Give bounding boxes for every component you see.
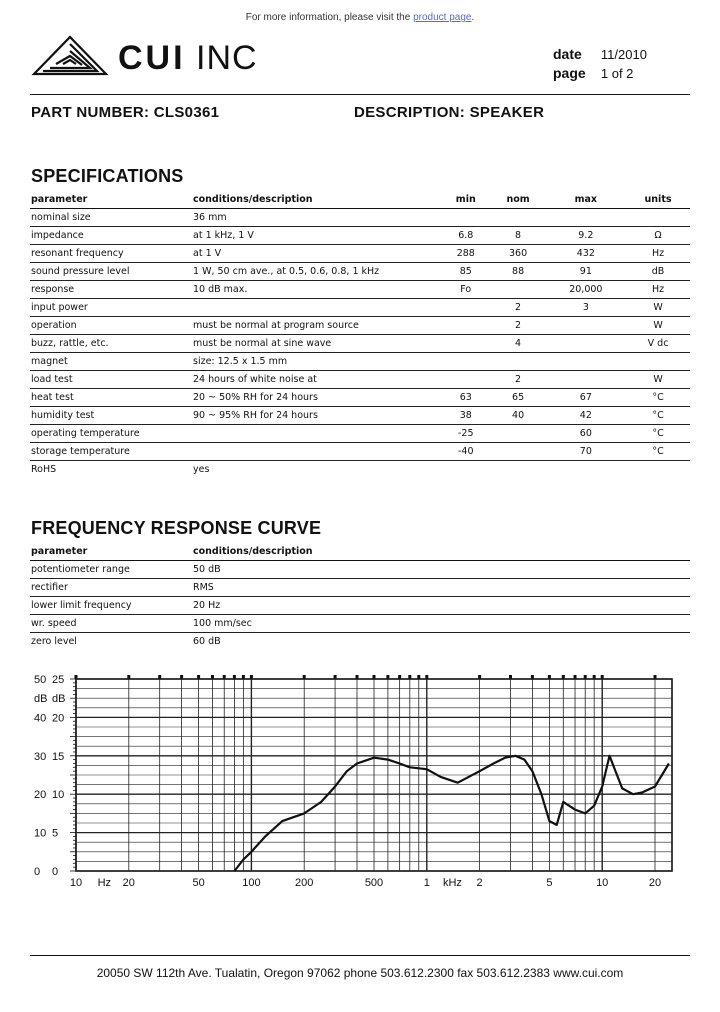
x-tick-label: 500 — [364, 877, 384, 889]
table-row — [30, 389, 690, 407]
table-cell: must be normal at sine wave — [192, 335, 441, 353]
table-row — [30, 353, 690, 371]
table-row — [30, 281, 690, 299]
table-row — [30, 597, 690, 615]
table-cell — [625, 461, 690, 479]
header-units: units — [625, 191, 690, 209]
table-cell: buzz, rattle, etc. — [30, 335, 192, 353]
table-cell: input power — [30, 299, 192, 317]
x-tick-label: 20 — [122, 877, 135, 889]
table-cell: impedance — [30, 227, 192, 245]
table-cell: 20 Hz — [192, 597, 690, 615]
table-header-row — [30, 191, 690, 209]
table-cell — [546, 461, 625, 479]
table-cell: °C — [625, 443, 690, 461]
table-cell — [625, 353, 690, 371]
frequency-response-title: FREQUENCY RESPONSE CURVE — [31, 518, 322, 538]
table-cell: yes — [193, 464, 210, 475]
table-cell: 20 ~ 50% RH for 24 hours — [192, 389, 441, 407]
table-cell — [441, 461, 490, 479]
table-row — [30, 317, 690, 335]
y-tick-label: 0 — [34, 866, 41, 878]
table-cell: 38 — [441, 407, 490, 425]
table-cell: V dc — [625, 335, 690, 353]
table-cell — [490, 443, 546, 461]
company-name — [118, 38, 258, 78]
table-cell: wr. speed — [30, 615, 192, 633]
table-cell: 1 W, 50 cm ave., at 0.5, 0.6, 0.8, 1 kHz — [192, 263, 441, 281]
table-cell: 24 hours of white noise at — [192, 371, 441, 389]
header-conditions: conditions/description — [192, 543, 690, 561]
table-cell: resonant frequency — [30, 245, 192, 263]
table-cell — [546, 317, 625, 335]
product-page-link[interactable]: product page — [413, 12, 472, 23]
table-cell: W — [625, 299, 690, 317]
table-cell: size: 12.5 x 1.5 mm — [192, 353, 441, 371]
header-max: max — [546, 191, 625, 209]
table-cell: 90 ~ 95% RH for 24 hours — [192, 407, 441, 425]
table-cell: 9.2 — [546, 227, 625, 245]
table-cell: at 1 V — [192, 245, 441, 263]
table-cell — [490, 461, 546, 479]
table-cell: 360 — [490, 245, 546, 263]
x-tick-label: 20 — [648, 877, 662, 889]
x-tick-label: 1 — [423, 877, 430, 889]
table-cell: storage temperature — [30, 443, 192, 461]
brand-cui: CUI — [118, 39, 186, 77]
specifications-table — [30, 191, 690, 478]
table-cell: 67 — [546, 389, 625, 407]
table-cell: 91 — [546, 263, 625, 281]
y-tick-label-inner: 20 — [52, 712, 65, 725]
table-cell: nominal size — [30, 209, 192, 227]
y-tick-label: 20 — [34, 789, 47, 802]
table-cell: humidity test — [30, 407, 192, 425]
table-cell: 63 — [441, 389, 490, 407]
table-row — [30, 425, 690, 443]
y-tick-label-inner: 5 — [52, 827, 59, 840]
table-cell: 20,000 — [546, 281, 625, 299]
y-tick-label: 30 — [34, 750, 47, 763]
x-tick-label: 5 — [546, 877, 553, 889]
y-tick-label-inner: 0 — [52, 866, 59, 878]
top-note-text: For more information, please visit the — [245, 12, 411, 23]
table-cell: 65 — [490, 389, 546, 407]
table-cell — [441, 371, 490, 389]
table-row — [30, 227, 690, 245]
table-cell: °C — [625, 389, 690, 407]
table-row — [30, 443, 690, 461]
table-cell — [546, 209, 625, 227]
table-cell: Ω — [625, 227, 690, 245]
table-cell: dB — [625, 263, 690, 281]
table-row — [30, 335, 690, 353]
y-tick-label-inner: 10 — [52, 789, 65, 802]
header-nom: nom — [490, 191, 546, 209]
table-cell: 10 dB max. — [192, 281, 441, 299]
table-cell — [441, 317, 490, 335]
table-cell: zero level — [31, 636, 77, 647]
table-cell: W — [625, 371, 690, 389]
header-conditions: conditions/description — [192, 191, 441, 209]
description-value: SPEAKER — [469, 104, 545, 121]
table-cell — [546, 371, 625, 389]
table-cell: -40 — [441, 443, 490, 461]
table-cell: 60 dB — [193, 636, 221, 647]
table-cell — [441, 299, 490, 317]
table-cell: 50 dB — [192, 561, 690, 579]
header-parameter: parameter — [30, 543, 192, 561]
table-cell: operation — [30, 317, 192, 335]
x-tick-label: 10 — [69, 877, 83, 889]
y-tick-label: 50 — [34, 674, 47, 686]
table-cell: 36 mm — [192, 209, 441, 227]
brand-inc: INC — [196, 39, 258, 77]
table-cell: 432 — [546, 245, 625, 263]
table-cell — [192, 425, 441, 443]
table-cell: 2 — [490, 317, 546, 335]
table-cell — [490, 209, 546, 227]
x-tick-label: 100 — [242, 877, 261, 889]
table-cell: must be normal at program source — [192, 317, 441, 335]
footer-divider — [30, 955, 690, 956]
table-row — [30, 615, 690, 633]
table-cell — [192, 299, 441, 317]
date-row — [553, 46, 647, 62]
table-row — [30, 209, 690, 227]
table-cell: 2 — [490, 299, 546, 317]
frequency-response-chart — [30, 669, 690, 891]
table-cell — [441, 353, 490, 371]
header-min: min — [441, 191, 490, 209]
table-row — [30, 579, 690, 597]
table-cell: 42 — [546, 407, 625, 425]
table-cell: at 1 kHz, 1 V — [192, 227, 441, 245]
table-cell: 88 — [490, 263, 546, 281]
description — [354, 104, 544, 121]
y-tick-label: 40 — [34, 712, 47, 725]
table-cell: 60 — [546, 425, 625, 443]
top-note-tail: . — [471, 12, 475, 23]
table-cell: lower limit frequency — [30, 597, 192, 615]
table-cell — [490, 425, 546, 443]
table-row — [30, 633, 690, 651]
table-cell: rectifier — [30, 579, 192, 597]
table-cell — [490, 353, 546, 371]
table-cell: 6.8 — [441, 227, 490, 245]
table-cell: 40 — [490, 407, 546, 425]
x-tick-label: kHz — [442, 877, 462, 889]
table-cell — [441, 335, 490, 353]
table-row — [30, 561, 690, 579]
table-cell — [441, 209, 490, 227]
y-tick-label-inner: dB — [52, 693, 66, 706]
y-tick-label-inner: 25 — [52, 674, 65, 686]
table-cell — [546, 353, 625, 371]
table-row — [30, 371, 690, 389]
table-cell — [546, 335, 625, 353]
table-cell: Hz — [625, 281, 690, 299]
part-number-label: PART NUMBER: — [31, 104, 150, 121]
table-row — [30, 245, 690, 263]
page-row — [553, 65, 633, 81]
table-cell: 4 — [490, 335, 546, 353]
table-cell: sound pressure level — [30, 263, 192, 281]
y-tick-label-inner: 15 — [52, 750, 65, 763]
table-cell — [625, 209, 690, 227]
table-cell: magnet — [30, 353, 192, 371]
table-cell: 85 — [441, 263, 490, 281]
table-cell: 3 — [546, 299, 625, 317]
table-cell — [490, 281, 546, 299]
specifications-title: SPECIFICATIONS — [31, 166, 184, 186]
table-cell: -25 — [441, 425, 490, 443]
table-cell: 2 — [490, 371, 546, 389]
part-number — [31, 104, 219, 121]
table-cell: 70 — [546, 443, 625, 461]
table-row — [30, 407, 690, 425]
table-cell — [192, 443, 441, 461]
table-cell: Fo — [441, 281, 490, 299]
date-value: 11/2010 — [600, 47, 647, 62]
table-row — [30, 263, 690, 281]
date-label: date — [553, 46, 582, 62]
header-parameter: parameter — [30, 191, 192, 209]
table-cell: Hz — [625, 245, 690, 263]
y-tick-label: 10 — [34, 827, 47, 840]
y-tick-label: dB — [34, 693, 48, 706]
table-cell: RMS — [192, 579, 690, 597]
table-cell: 8 — [490, 227, 546, 245]
cui-logo-icon — [30, 34, 110, 84]
table-row — [30, 299, 690, 317]
table-cell: operating temperature — [30, 425, 192, 443]
table-cell: °C — [625, 425, 690, 443]
page-value: 1 of 2 — [600, 66, 634, 81]
table-cell: °C — [625, 407, 690, 425]
header-divider — [30, 94, 690, 95]
frequency-response-table — [30, 543, 690, 650]
table-cell: load test — [30, 371, 192, 389]
x-tick-label: 10 — [596, 877, 609, 889]
x-tick-label: 2 — [476, 877, 483, 889]
x-tick-label: Hz — [97, 877, 112, 889]
part-number-value: CLS0361 — [153, 104, 220, 121]
top-note — [0, 12, 720, 23]
table-cell: RoHS — [31, 464, 57, 475]
table-cell: 100 mm/sec — [192, 615, 690, 633]
description-label: DESCRIPTION: — [354, 104, 466, 121]
table-cell: heat test — [30, 389, 192, 407]
table-row — [30, 461, 690, 479]
table-cell: W — [625, 317, 690, 335]
table-cell: response — [30, 281, 192, 299]
page-label: page — [553, 65, 586, 81]
table-header-row — [30, 543, 690, 561]
x-tick-label: 50 — [192, 877, 205, 889]
table-cell: potentiometer range — [30, 561, 192, 579]
x-tick-label: 200 — [295, 877, 314, 889]
footer-address: 20050 SW 112th Ave. Tualatin, Oregon 97062 phone 503.612.2300 fax 503.612.2383 www.cui.com — [96, 966, 624, 980]
table-cell: 288 — [441, 245, 490, 263]
